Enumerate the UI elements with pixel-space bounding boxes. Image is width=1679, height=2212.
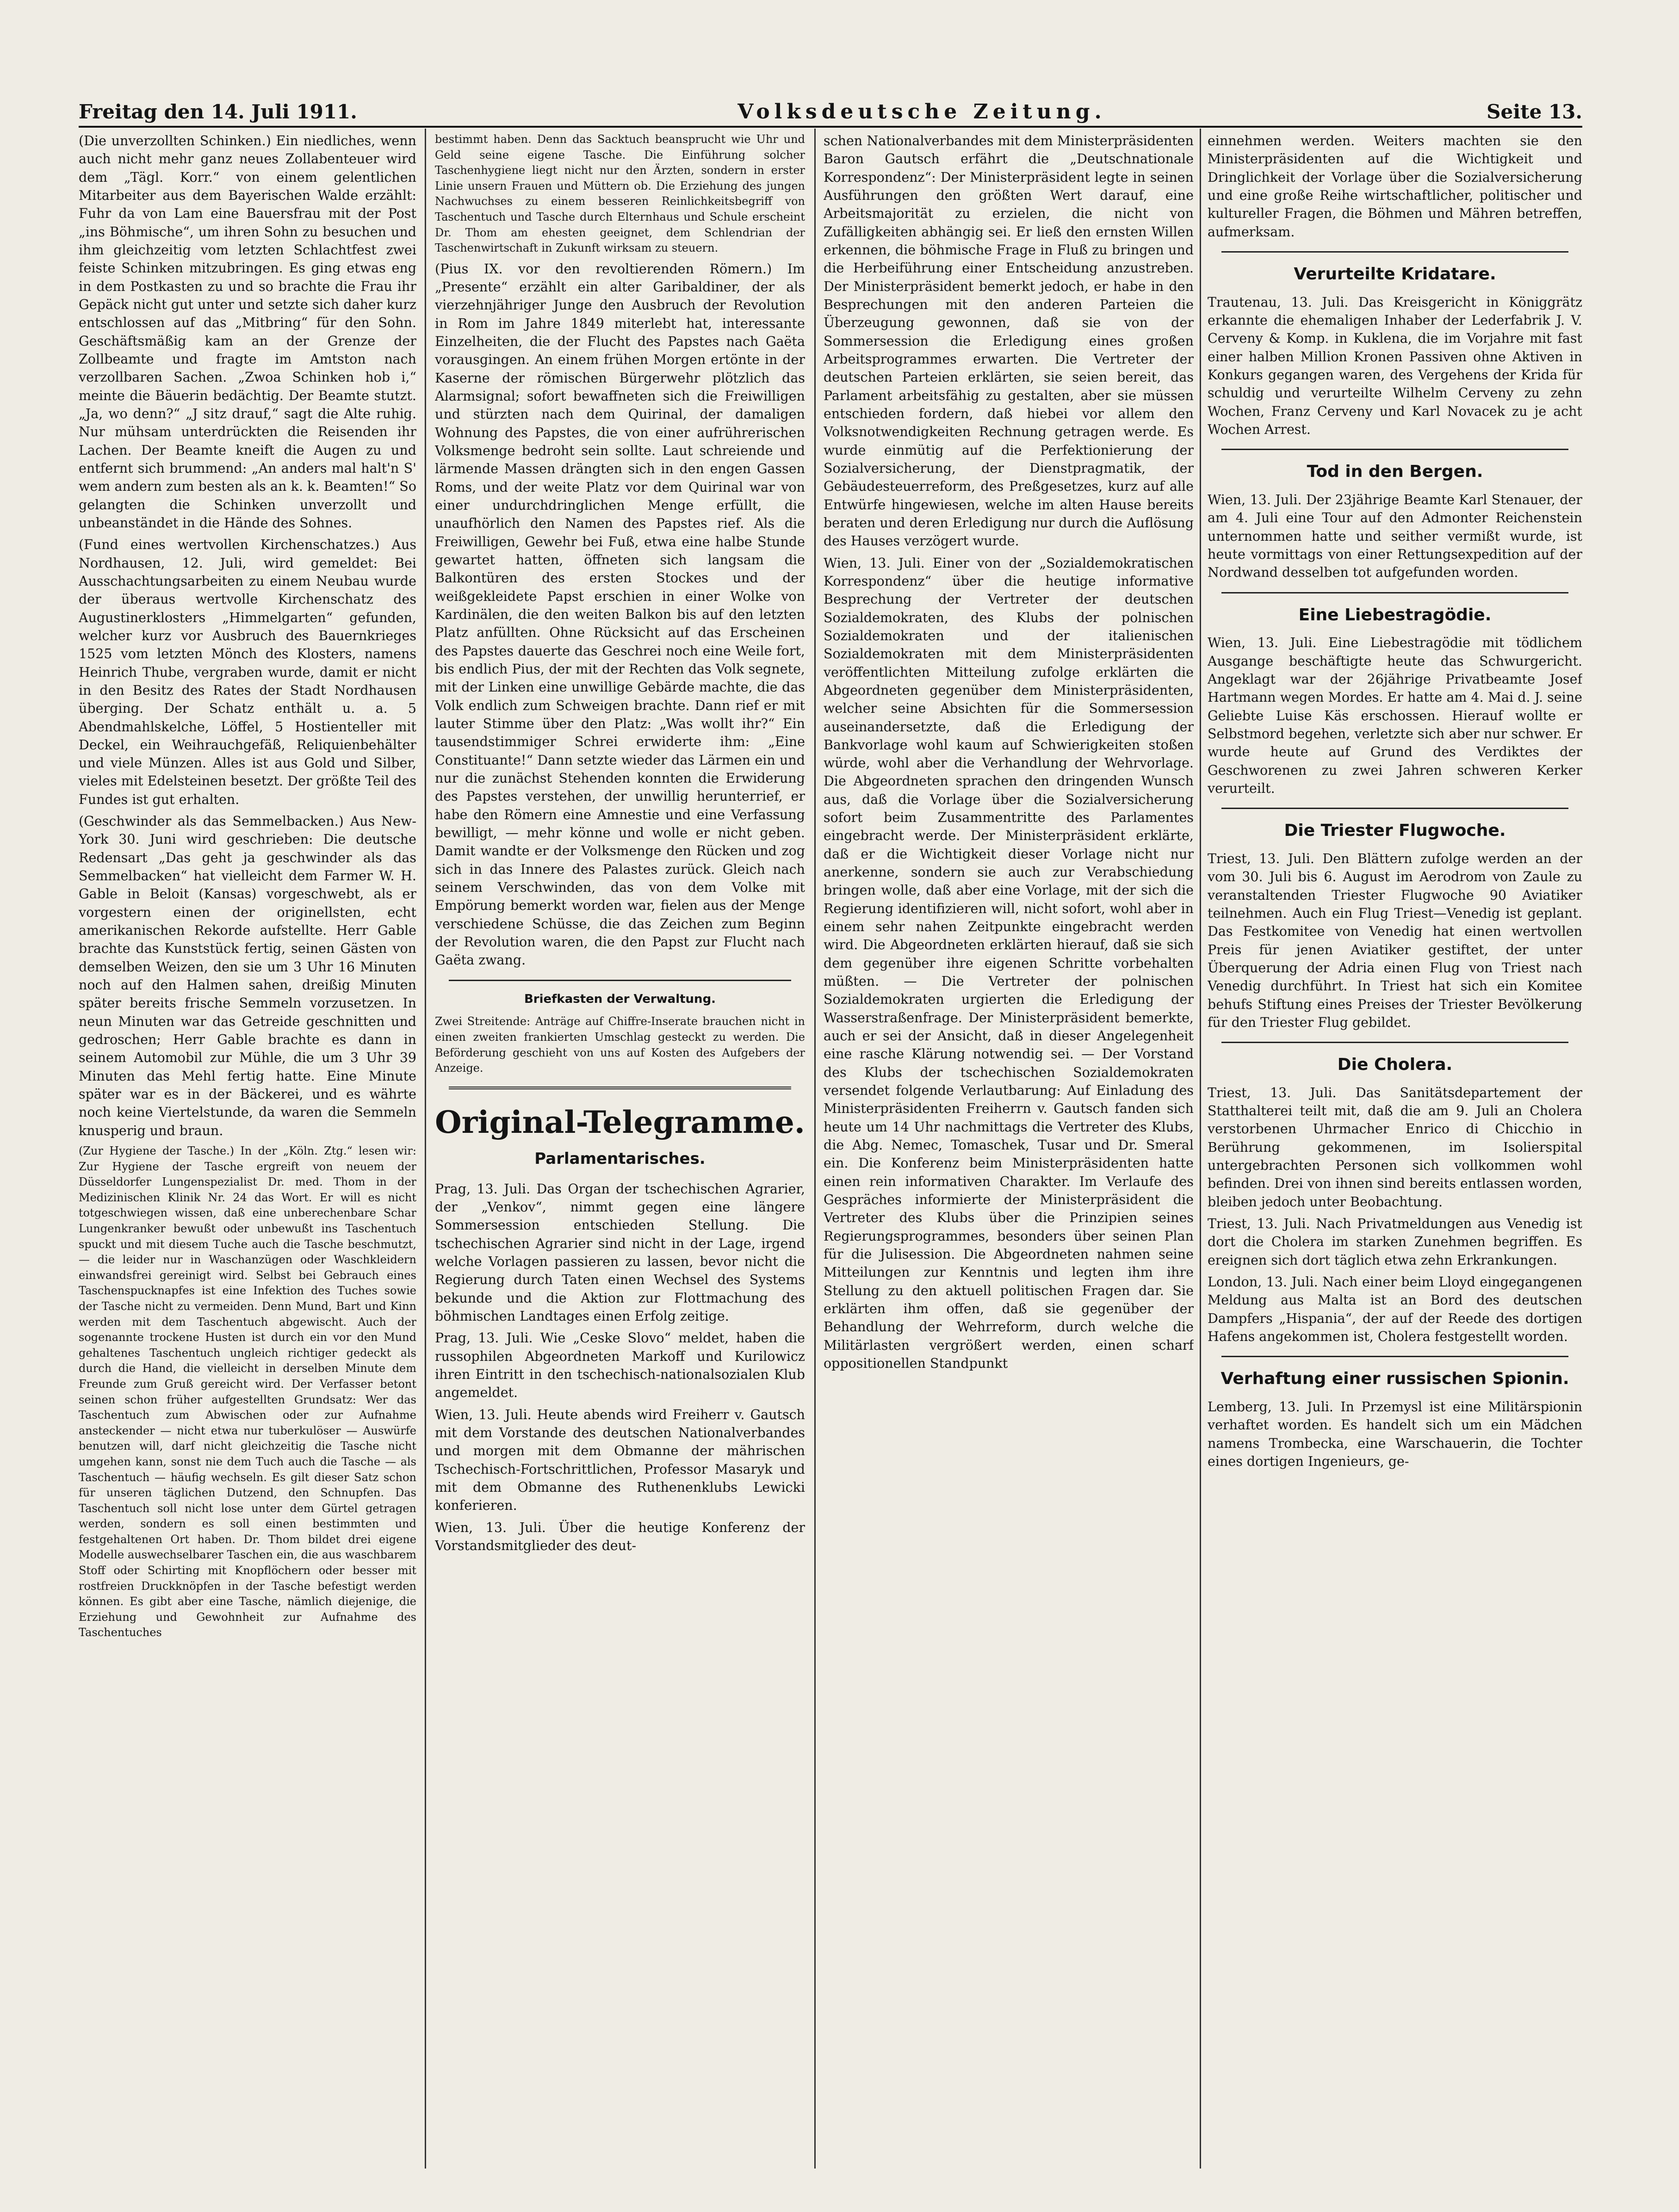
heading-flugwoche: Die Triester Flugwoche. [1284,821,1506,840]
heading-cholera: Die Cholera. [1337,1055,1453,1075]
telegram-wien-1: Wien, 13. Juli. Heute abends wird Freiherr v. Gautsch mit dem Vorstande des deutschen Nationalverbandes und morgen mit dem Obmanne der mährischen Tschechisch-Fortschrittlichen, Professor Masaryk und mit dem Obmanne des Ruthenenklubs Lewicki konferieren. [435,1407,805,1514]
telegram-prag-2: Prag, 13. Juli. Wie „Ceske Slovo“ meldet, haben die russophilen Abgeordneten Markoff und Kurilowicz ihren Eintritt in den tschechisch-nationalsozialen Klub angemeldet. [435,1330,805,1401]
telegramme-heading: Original-Telegramme. [435,1104,805,1140]
article-cholera-1: Triest, 13. Juli. Das Sanitätsdepartement der Statthalterei teilt mit, daß die am 9. Juli an Cholera verstorbenen Uhrmacher Enrico di Chicchio in Berührung gekommenen, im Isolierspital untergebrachten Personen sich vollkommen wohl befinden. Drei von ihnen sind bereits entlassen worden, bleiben jedoch unter Beobachtung. [1208,1085,1582,1210]
divider [1221,449,1568,450]
telegram-wien-3: Wien, 13. Juli. Einer von der „Sozialdemokratischen Korrespondenz“ über die heutige informative Besprechung der Vertreter der deutschen Sozialdemokraten, des Klubs der polnischen Sozialdemokraten und der italienischen Sozialdemokraten mit dem Ministerpräsidenten veröffentlichten Mitteilung zufolge erklärten die Abgeordneten gegenüber dem Ministerpräsidenten, welcher seine Absichten für die Sommersession auseinandersetzte, daß die Erledigung der Bankvorlage wohl kaum auf Schwierigkeiten stoßen würde, wohl aber die Verhandlung der Wehrvorlage. Die Abgeordneten sprachen den dringenden Wunsch aus, daß die Vorlage über die Sozialversicherung sofort beim Zusammentritte des Parlamentes eingebracht werde. Der Ministerpräsident erklärte, daß er die Wichtigkeit dieser Vorlage nicht nur anerkenne, sondern sie auch zur Verabschiedung bringen wolle, daß aber eine Vorlage, mit der sich die Regierung identifizieren will, nicht sofort, wohl aber in einem sehr nahen Zeitpunkte eingebracht werden wird. Die Abgeordneten erklärten hierauf, daß sie sich dem gegenüber ihre eigenen Schritte vorbehalten müßten. — Die Vertreter der polnischen Sozialdemokraten urgierten die Erledigung der Wasserstraßenfrage. Der Ministerpräsident bemerkte, auch er sei der Ansicht, daß in dieser Angelegenheit eine rasche Klärung notwendig sei. — Der Vorstand des Klubs der tschechischen Sozialdemokraten versendet folgende Verlautbarung: Auf Einladung des Ministerpräsidenten Freiherrn v. Gautsch fanden sich heute um 14 Uhr nachmittags die Vertreter des Klubs, die Abg. Nemec, Tomaschek, Tusar und Dr. Smeral ein. Die Konferenz beim Ministerpräsidenten hatte einen rein informativen Charakter. Im Verlaufe des Gespräches informierte der Ministerpräsident die Vertreter des Klubs über die Prinzipien seines Regierungsprogrammes, besonders über seinen Plan für die Julisession. Die Abgeordneten nahmen seine Mitteilungen zur Kenntnis und legten ihm ihre Stellung zu den aktuell politischen Fragen dar. Sie erklärten ihm offen, daß sie gegenüber der Behandlung der Wehrreform, durch welche die Militärlasten vergrößert werden, einen scharf oppositionellen Standpunkt [824,555,1194,1371]
article-flugwoche: Triest, 13. Juli. Den Blättern zufolge werden an der vom 30. Juli bis 6. August im Aerodrom von Zaule zu veranstaltenden Triester Flugwoche 90 Aviatiker teilnehmen. Auch ein Flug Triest—Venedig ist geplant. Das Festkomitee von Venedig hat einen wertvollen Preis für jenen Aviatiker gestiftet, der unter Überquerung der Adria einen Flug von Triest nach Venedig durchführt. In Triest hat sich ein Komitee behufs Stiftung eines Preises der Triester Bevölkerung für den Triester Flug gebildet. [1208,851,1582,1030]
article-schinken: (Die unverzollten Schinken.) Ein niedliches, wenn auch nicht mehr ganz neues Zollabenteuer wird dem „Tägl. Korr.“ von einem gelentlichen Mitarbeiter aus dem Bayerischen Walde erzählt: Fuhr da von Lam eine Bauersfrau mit der Post „ins Böhmische“, um ihren Sohn zu besuchen und ihm gleichzeitig vom letzten Schlachtfest zwei feiste Schinken mitzubringen. Es ging etwas eng in dem Postkasten zu und so brachte die Frau ihr Gepäck nicht gut unter und setzte sich daher kurz entschlossen auf das „Mitbring“ für den Sohn. Geschäftsmäßig kam an der Grenze der Zollbeamte und fragte im Amtston nach verzollbaren Sachen. „Zwoa Schinken hob i,“ meinte die Bäuerin bedächtig. Der Beamte stutzt. „Ja, wo denn?“ „J sitz drauf,“ sagt die Alte ruhig. Nur mühsam unterdrückten die Reisenden ihr Lachen. Der Beamte kneift die Augen zu und entfernt sich brummend: „An anders mal halt'n S' wem andern zum besten als an k. k. Beamten!“ So gelangten die Schinken unverzollt und unbeanständet in die Hände des Sohnes. [79,133,416,531]
heading-kridatare: Verurteilte Kridatare. [1294,264,1496,284]
article-hygiene-tasche: (Zur Hygiene der Tasche.) In der „Köln. Ztg.“ lesen wir: Zur Hygiene der Tasche ergreift von neuem der Düsseldorfer Lungenspezialist Dr. med. Thom in der Medizinischen Klinik Nr. 24 das Wort. Er will es nicht totgeschwiegen wissen, daß eine unberechenbare Schar Lungenkranker bewußt oder unbewußt ins Taschentuch spuckt und mit diesem Tuche auch die Tasche beschmutzt, — die leider nur in Waschanzügen oder Waschkleidern einwandsfrei gereinigt wird. Selbst bei Gebrauch eines Taschenspucknapfes ist eine Infektion des Tuches sowie der Tasche nicht zu vermeiden. Denn Mund, Bart und Kinn werden mit dem Taschentuch abgewischt. Auch der sogenannte trockene Husten ist durch ein vor den Mund gehaltenes Taschentuch ungleich richtiger gedeckt als durch die Hand, die vielleicht in derselben Minute dem Freunde zum Gruß gereicht wird. Der Verfasser betont seinen schon früher aufgestellten Grundsatz: Wer das Taschentuch zum Abwischen oder zur Aufnahme ansteckender — nicht etwa nur tuberkulöser — Auswürfe benutzen will, darf nicht gleichzeitig die Tasche nicht umgehen kann, sonst nie dem Tuch auch die Tasche — als Taschentuch — häufig wechseln. Es gilt dieser Satz schon für unseren täglichen Dutzend, den Schnupfen. Das Taschentuch soll nicht lose unter dem Gürtel getragen werden, sondern es soll einen bestimmten und festgehaltenen Ort haben. Dr. Thom bildet drei eigene Modelle auswechselbarer Taschen ein, die aus waschbarem Stoff oder Schirting mit Knopflöchern oder besser mit rostfreien Druckknöpfen in der Tasche befestigt werden können. Es gibt aber eine Tasche, nämlich diejenige, die Erziehung und Gewohnheit zur Aufnahme des Taschentuches [79,1144,416,1639]
column-rule-1 [425,129,426,2169]
telegram-wien-2-cont: schen Nationalverbandes mit dem Ministerpräsidenten Baron Gautsch erfährt die „Deutschnationale Korrespondenz“: Der Ministerpräsident legte in seinen Ausführungen den größten Wert darauf, eine Arbeitsmajorität zu erzielen, die nicht von Zufälligkeiten abhängig sei. Er ließ den ernsten Willen erkennen, die böhmische Frage in Fluß zu bringen und die Herbeiführung einer Entscheidung anzustreben. Der Ministerpräsident bemerkt jedoch, er habe in den Besprechungen mit den anderen Parteien die Überzeugung gewonnen, daß sie von der Sommersession die Erledigung eines großen Arbeitsprogrammes erwarten. Die Vertreter der deutschen Parteien erklärten, sie seien bereit, das Parlament arbeitsfähig zu gestalten, aber sie müssen entschieden fordern, daß hiebei vor allem den Volksnotwendigkeiten Rechnung getragen werde. Es wurde einmütig auf die Perfektionierung der Sozialversicherung, der Dienstpragmatik, der Gebäudesteuerreform, des Preßgesetzes, kurz auf alle Entwürfe hingewiesen, welche im alten Hause bereits beraten und deren Erledigung nur durch die Auflösung des Hauses verzögert wurde. [824,133,1194,549]
article-spionin: Lemberg, 13. Juli. In Przemysl ist eine Militärspionin verhaftet worden. Es handelt sich um ein Mädchen namens Trombecka, eine Warschauerin, die Tochter eines dortigen Ingenieurs, ge- [1208,1399,1582,1470]
briefkasten-heading: Briefkasten der Verwaltung. [524,992,716,1006]
column-2 [435,132,805,2165]
article-semmelbacken: (Geschwinder als das Semmelbacken.) Aus New-York 30. Juni wird geschrieben: Die deutsche Redensart „Das geht ja geschwinder als das Semmelbacken“ hat vielleicht dem Farmer W. H. Gable in Beloit (Kansas) vorgeschwebt, als er vorgestern einen der originellsten, echt amerikanischen Rekorde aufstellte. Herr Gable brachte das Kunststück fertig, seinen Gästen von demselben Weizen, den sie um 3 Uhr 16 Minuten noch auf den Halmen sahen, dreißig Minuten später bereits frische Semmeln vorzusetzen. In neun Minuten war das Getreide geschnitten und gedroschen; Herr Gable brachte es dann in seinem Automobil zur Mühle, die um 3 Uhr 39 Minuten das Mehl fertig hatte. Eine Minute später war es in der Bäckerei, und es währte noch keine Viertelstunde, da waren die Semmeln knusperig und braun. [79,814,416,1138]
article-cholera-2: Triest, 13. Juli. Nach Privatmeldungen aus Venedig ist dort die Cholera im starken Zunehmen begriffen. Es ereignen sich dort täglich etwa zehn Erkrankungen. [1208,1216,1582,1268]
column-rule-2 [814,129,816,2169]
column-4 [1208,132,1582,2165]
heading-liebestragoedie: Eine Liebestragödie. [1298,605,1492,624]
heading-tod-bergen: Tod in den Bergen. [1307,462,1483,482]
article-cholera-3: London, 13. Juli. Nach einer beim Lloyd eingegangenen Meldung aus Malta ist an Bord des deutschen Dampfers „Hispania“, der auf der Reede des dortigen Hafens angekommen ist, Cholera festgestellt worden. [1208,1274,1582,1345]
telegram-wien-2: Wien, 13. Juli. Über die heutige Konferenz der Vorstandsmitglieder des deut- [435,1520,805,1554]
parlament-heading: Parlamentarisches. [534,1149,706,1168]
newspaper-title: Volksdeutsche Zeitung. [737,99,1106,124]
divider [449,1087,791,1089]
issue-date: Freitag den 14. Juli 1911. [79,100,357,123]
article-pius: (Pius IX. vor den revoltierenden Römern.) Im „Presente“ erzählt ein alter Garibaldiner, der als vierzehnjähriger Junge den Ausbruch der Revolution in Rom im Jahre 1849 miterlebt hat, interessante Einzelheiten, die der Flucht des Papstes nach Gaëta vorausgingen. An einem frühen Morgen ertönte in der Kaserne der römischen Bürgerwehr plötzlich das Alarmsignal; sofort bewaffneten sich die Freiwilligen und stürzten nach dem Quirinal, der damaligen Wohnung des Papstes, die von einer aufrührerischen Volksmenge bedroht sein sollte. Laut schreiende und lärmende Massen drängten sich in den engen Gassen Roms, und der weite Platz vor dem Quirinal war von einer undurchdringlichen Menge erfüllt, die unaufhörlich den Namen des Papstes rief. Als die Freiwilligen, Gewehr bei Fuß, etwa eine halbe Stunde gewartet hatten, öffneten sich langsam die Balkontüren des ersten Stockes und der weißgekleidete Papst erschien in einer Wolke von Kardinälen, die den weiten Balkon bis auf den letzten Platz anfüllten. Ohne Rücksicht auf das Erscheinen des Papstes dauerte das Geschrei noch eine Weile fort, bis endlich Pius, der mit der Rechten das Volk segnete, mit der Linken eine unwillige Gebärde machte, die das Volk endlich zum Schweigen brachte. Dann rief er mit lauter Stimme über den Platz: „Was wollt ihr?“ Ein tausendstimmiger Schrei erwiderte ihm: „Eine Constituante!“ Dann setzte wieder das Lärmen ein und nur die zunächst Stehenden konnten die Erwiderung des Papstes verstehen, der unwillig herunterrief, er habe den Römern eine Amnestie und eine Verfassung bewilligt, — mehr könne und wolle er nicht geben. Damit wandte er der Volksmenge den Rücken und zog sich in das Innere des Palastes zurück. Gleich nach seinem Verschwinden, das von dem Volke mit Empörung bemerkt worden war, fielen aus der Menge verschiedene Schüsse, die das Zeichen zum Beginn der Revolution waren, die den Papst zur Flucht nach Gaëta zwang. [435,261,805,968]
briefkasten-text: Zwei Streitende: Anträge auf Chiffre-Inserate brauchen nicht in einen zweiten frankierten Umschlag gesteckt zu werden. Die Beförderung geschieht von uns auf Kosten des Aufgebers der Anzeige. [435,1015,805,1075]
column-rule-3 [1200,129,1201,2169]
article-kridatare: Trautenau, 13. Juli. Das Kreisgericht in Königgrätz erkannte die ehemaligen Inhaber der Lederfabrik J. V. Cerveny & Komp. in Kuklena, die im Vorjahre mit fast einer halben Million Kronen Passiven ohne Aktiven in Konkurs gegangen waren, des Vergehens der Krida für schuldig und verurteilte Wilhelm Cerveny zu zehn Wochen, Franz Cerveny und Karl Novacek zu je acht Wochen Arrest. [1208,294,1582,437]
telegram-wien-3-cont: einnehmen werden. Weiters machten sie den Ministerpräsidenten auf die Wichtigkeit und Dringlichkeit der Vorlage über die Sozialversicherung und eine große Reihe wirtschaftlicher, politischer und kultureller Fragen, die Böhmen und Mähren betreffen, aufmerksam. [1208,133,1582,240]
divider [1221,1042,1568,1043]
article-tod-bergen: Wien, 13. Juli. Der 23jährige Beamte Karl Stenauer, der am 4. Juli eine Tour auf den Admonter Reichenstein unternommen hatte und seither vermißt wurde, ist heute vormittags von einer Rettungsexpedition auf der Nordwand desselben tot aufgefunden worden. [1208,492,1582,581]
divider [1221,592,1568,593]
divider [1221,251,1568,253]
column-1 [79,132,416,2165]
divider [1221,808,1568,809]
divider [1221,1356,1568,1357]
heading-spionin: Verhaftung einer russischen Spionin. [1221,1369,1569,1389]
masthead [79,97,1582,128]
column-3 [824,132,1194,2165]
divider [449,980,791,981]
article-kirchenschatz: (Fund eines wertvollen Kirchenschatzes.) Aus Nordhausen, 12. Juli, wird gemeldet: Bei Ausschachtungsarbeiten zu einem Neubau wurde der überaus wertvolle Kirchenschatz des Augustinerklosters „Himmelgarten“ gefunden, welcher kurz vor Ausbruch des Bauernkrieges 1525 vom letzten Mönch des Klosters, namens Heinrich Thube, vergraben wurde, damit er nicht in den Besitz des Rates der Stadt Nordhausen überging. Der Schatz enthält u. a. 5 Abendmahlskelche, Löffel, 5 Hostienteller mit Deckel, ein Weihrauchgefäß, Reliquienbehälter und viele Münzen. Alles ist aus Gold und Silber, vieles mit Edelsteinen besetzt. Der größte Teil des Fundes ist gut erhalten. [79,537,416,807]
article-hygiene-tasche-cont: bestimmt haben. Denn das Sacktuch beansprucht wie Uhr und Geld seine eigene Tasche. Die Einführung solcher Taschenhygiene liegt nicht nur den Ärzten, sondern in erster Linie unsern Frauen und Müttern ob. Die Erziehung des jungen Nachwuchses zu einem besseren Reinlichkeitsbegriff von Taschentuch und Tasche durch Elternhaus und Schule erscheint Dr. Thom am ehesten geeignet, dem Schlendrian der Taschenwirtschaft in Zukunft wirksam zu steuern. [435,133,805,255]
page-number: Seite 13. [1487,100,1582,123]
article-liebestragoedie: Wien, 13. Juli. Eine Liebestragödie mit tödlichem Ausgange beschäftigte heute das Schwurgericht. Angeklagt war der 26jährige Privatbeamte Josef Hartmann wegen Mordes. Er hatte am 4. Mai d. J. seine Geliebte Luise Käs erschossen. Hierauf wollte er Selbstmord begehen, verletzte sich aber nur schwer. Er wurde heute auf Grund des Verdiktes der Geschworenen zu zwei Jahren schweren Kerker verurteilt. [1208,635,1582,796]
telegram-prag-1: Prag, 13. Juli. Das Organ der tschechischen Agrarier, der „Venkov“, nimmt gegen eine längere Sommersession entschieden Stellung. Die tschechischen Agrarier sind nicht in der Lage, irgend welche Vorlagen passieren zu lassen, bevor nicht die Regierung durch Taten einen Wechsel des Systems bekunde und die Aktion zur Flottmachung des böhmischen Landtages einen Erfolg zeitige. [435,1181,805,1324]
